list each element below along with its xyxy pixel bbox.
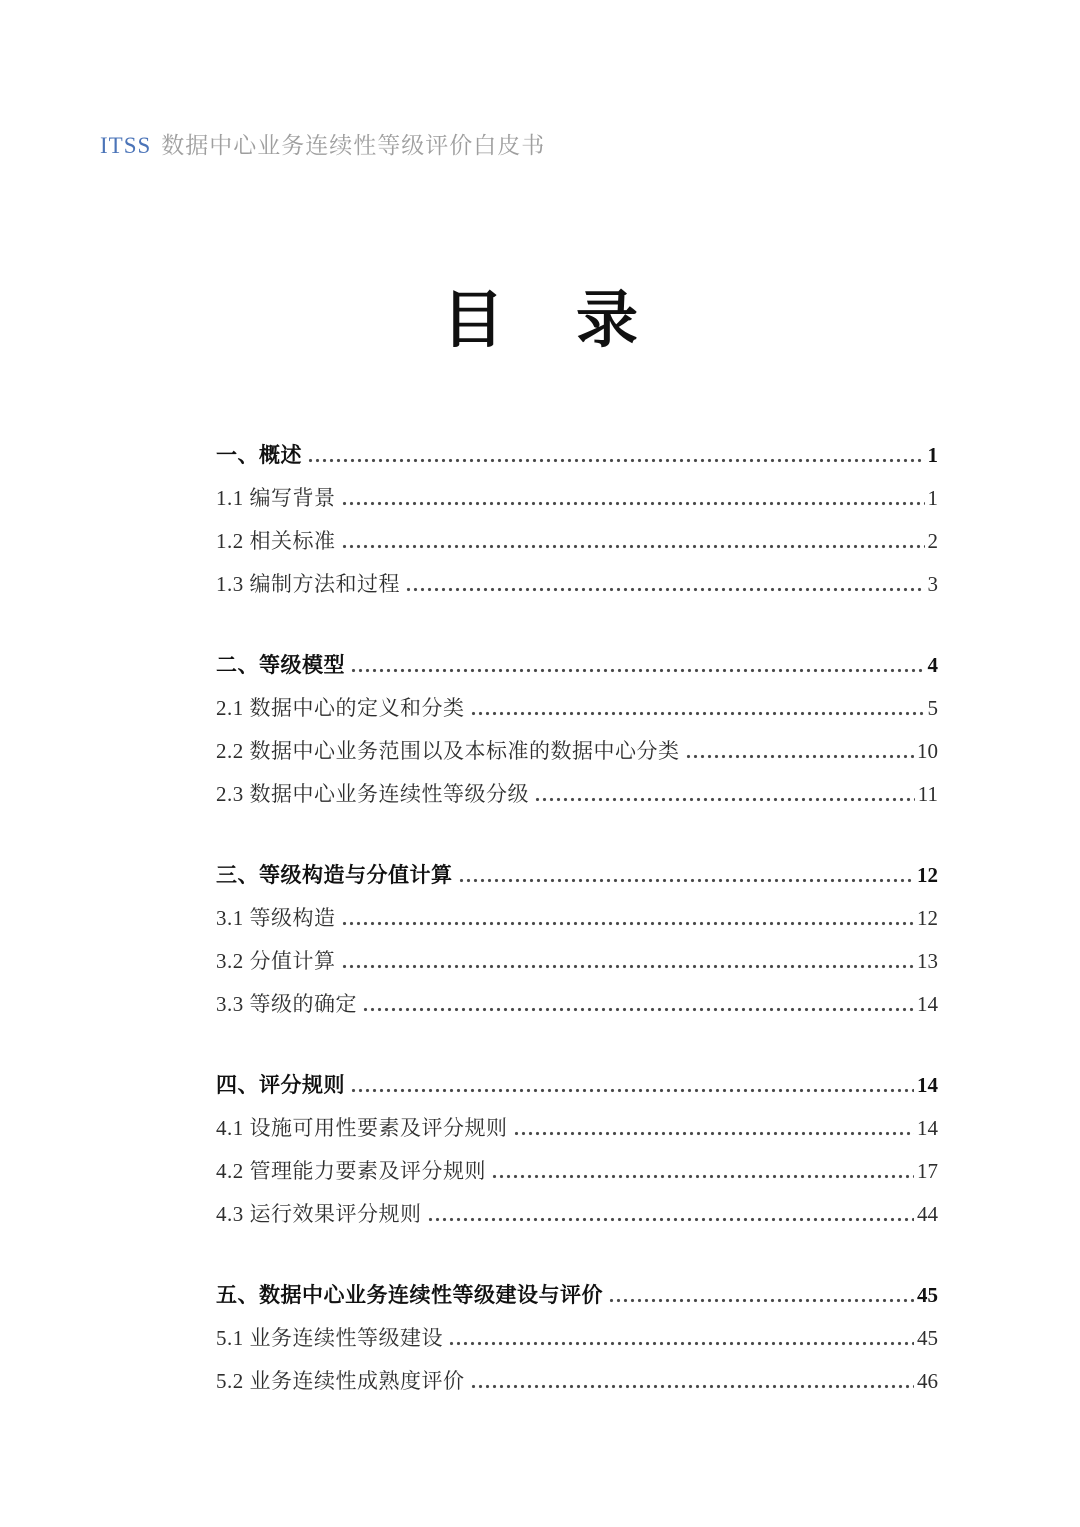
dotted-leader	[342, 501, 925, 506]
toc-item-row	[216, 554, 938, 597]
dotted-leader	[308, 458, 925, 463]
toc-item-row	[216, 764, 938, 807]
toc-page-number: 14	[917, 1073, 938, 1097]
dotted-leader	[535, 797, 915, 802]
toc-page-number: 45	[917, 1326, 938, 1350]
dotted-leader	[471, 1384, 915, 1389]
dotted-leader	[514, 1131, 915, 1136]
toc-entry-label: 4.3 运行效果评分规则	[216, 1202, 422, 1226]
toc-item-row	[216, 1308, 938, 1351]
toc-page-number: 11	[917, 782, 938, 806]
toc-page-number: 5	[927, 696, 938, 720]
toc-heading-row	[216, 425, 938, 468]
dotted-leader	[609, 1298, 914, 1303]
toc-page-number: 3	[927, 572, 938, 596]
toc-page-number: 45	[917, 1283, 938, 1307]
toc-page-number: 14	[917, 992, 938, 1016]
dotted-leader	[449, 1341, 914, 1346]
dotted-leader	[686, 754, 915, 759]
dotted-leader	[351, 668, 925, 673]
toc-item-row	[216, 1098, 938, 1141]
toc-item-row	[216, 1141, 938, 1184]
dotted-leader	[459, 878, 915, 883]
toc-entry-label: 5.2 业务连续性成熟度评价	[216, 1369, 465, 1393]
toc-entry-label: 五、数据中心业务连续性等级建设与评价	[216, 1283, 603, 1307]
toc-entry-label: 4.2 管理能力要素及评分规则	[216, 1159, 486, 1183]
toc-title-char-2: 录	[576, 287, 639, 355]
toc-item-row	[216, 931, 938, 974]
toc-page-number: 44	[917, 1202, 938, 1226]
dotted-leader	[492, 1174, 914, 1179]
toc-entry-label: 3.2 分值计算	[216, 949, 336, 973]
toc-item-row	[216, 721, 938, 764]
dotted-leader	[428, 1217, 915, 1222]
toc-item-row	[216, 888, 938, 931]
toc-entry-label: 四、评分规则	[216, 1073, 345, 1097]
toc-entry-label: 5.1 业务连续性等级建设	[216, 1326, 443, 1350]
toc-item-row	[216, 678, 938, 721]
toc-heading-row	[216, 1055, 938, 1098]
toc-heading-row	[216, 1265, 938, 1308]
toc-item-row	[216, 1351, 938, 1394]
toc-section-4	[216, 1055, 938, 1227]
dotted-leader	[406, 587, 925, 592]
toc-item-row	[216, 974, 938, 1017]
toc-item-row	[216, 511, 938, 554]
toc-heading-row	[216, 635, 938, 678]
toc-entry-label: 2.3 数据中心业务连续性等级分级	[216, 782, 529, 806]
toc-page-number: 46	[917, 1369, 938, 1393]
toc-page-number: 17	[917, 1159, 938, 1183]
toc-entry-label: 3.1 等级构造	[216, 906, 336, 930]
toc-page-number: 4	[927, 653, 938, 677]
toc-entry-label: 2.1 数据中心的定义和分类	[216, 696, 465, 720]
toc-page-number: 12	[917, 906, 938, 930]
toc-entry-label: 1.2 相关标准	[216, 529, 336, 553]
dotted-leader	[351, 1088, 914, 1093]
toc-entry-label: 1.3 编制方法和过程	[216, 572, 400, 596]
toc-entry-label: 1.1 编写背景	[216, 486, 336, 510]
toc-item-row	[216, 1184, 938, 1227]
dotted-leader	[342, 544, 925, 549]
toc-title-char-1: 目	[441, 287, 504, 355]
toc-entry-label: 一、概述	[216, 443, 302, 467]
toc-page-number: 1	[927, 486, 938, 510]
itss-brand-label: ITSS	[100, 133, 152, 158]
toc-entry-label: 二、等级模型	[216, 653, 345, 677]
toc-section-1	[216, 425, 938, 597]
dotted-leader	[342, 921, 915, 926]
toc-page-title	[0, 286, 1080, 356]
toc-entry-label: 4.1 设施可用性要素及评分规则	[216, 1116, 508, 1140]
document-title-label: 数据中心业务连续性等级评价白皮书	[161, 133, 546, 158]
dotted-leader	[342, 964, 915, 969]
toc-page-number: 13	[917, 949, 938, 973]
toc-section-3	[216, 845, 938, 1017]
toc-page-number: 12	[917, 863, 938, 887]
toc-entry-label: 三、等级构造与分值计算	[216, 863, 453, 887]
dotted-leader	[471, 711, 925, 716]
toc-page-number: 1	[927, 443, 938, 467]
toc-page-number: 14	[917, 1116, 938, 1140]
toc-section-2	[216, 635, 938, 807]
toc-entry-label: 3.3 等级的确定	[216, 992, 357, 1016]
running-header	[100, 130, 545, 162]
toc-page-number: 10	[917, 739, 938, 763]
table-of-contents	[216, 425, 938, 1394]
toc-item-row	[216, 468, 938, 511]
toc-heading-row	[216, 845, 938, 888]
dotted-leader	[363, 1007, 914, 1012]
toc-section-5	[216, 1265, 938, 1394]
toc-entry-label: 2.2 数据中心业务范围以及本标准的数据中心分类	[216, 739, 680, 763]
toc-page-number: 2	[927, 529, 938, 553]
